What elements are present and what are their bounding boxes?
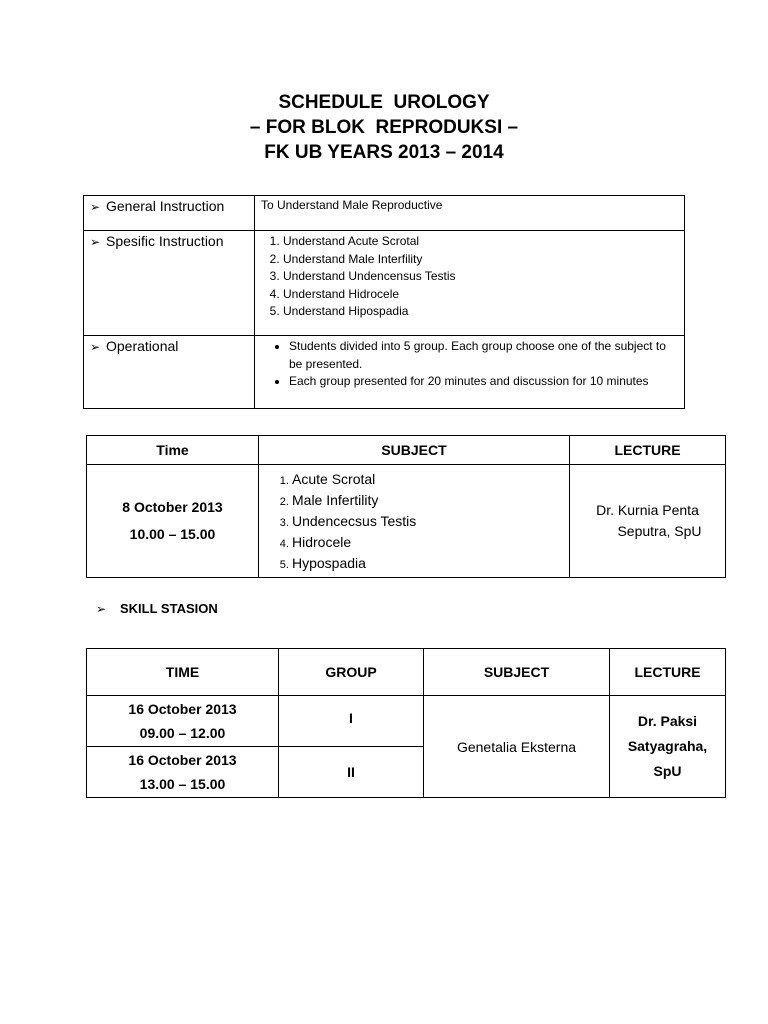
document-title (0, 90, 768, 165)
list-item: • Students divided into 5 group. Each group choose one of the subject to be presented. (289, 338, 678, 373)
list-item: 2. Male Infertility (292, 490, 568, 511)
skill-lecturer-line: SpU (653, 763, 682, 779)
table-row (87, 465, 726, 578)
skill-subject: Genetalia Eksterna (424, 696, 610, 798)
specific-instruction-label-cell (84, 231, 255, 336)
arrow-bullet-icon: ➢ (90, 340, 101, 354)
title-line-3: FK UB YEARS 2013 – 2014 (264, 142, 504, 163)
list-item: 3. Understand Undencensus Testis (283, 268, 678, 286)
header-subject: SUBJECT (424, 649, 610, 696)
header-subject: SUBJECT (259, 436, 570, 465)
specific-instruction-list (261, 233, 678, 321)
arrow-bullet-icon: ➢ (96, 602, 107, 616)
list-item: 3. Undencecsus Testis (292, 511, 568, 532)
skill-station-heading (96, 601, 218, 616)
list-item: 4. Understand Hidrocele (283, 286, 678, 304)
header-lecture: LECTURE (610, 649, 726, 696)
schedule-lecture-cell (570, 465, 726, 578)
skill-station-table (86, 648, 726, 798)
skill-lecture-cell (610, 696, 726, 798)
skill-time: 13.00 – 15.00 (139, 776, 226, 792)
skill-date: 16 October 2013 (128, 701, 237, 717)
operational-label: Operational (106, 338, 179, 354)
header-time: TIME (87, 649, 279, 696)
header-group: GROUP (279, 649, 424, 696)
schedule-date: 8 October 2013 (122, 499, 223, 515)
list-item: 5. Understand Hipospadia (283, 303, 678, 321)
operational-list (261, 338, 678, 391)
specific-instruction-row (84, 231, 685, 336)
table-row (87, 696, 726, 747)
operational-label-cell (84, 336, 255, 409)
title-line-1: SCHEDULE UROLOGY (278, 92, 490, 113)
schedule-header-row (87, 436, 726, 465)
schedule-time-cell (87, 465, 259, 578)
operational-row (84, 336, 685, 409)
skill-header-row (87, 649, 726, 696)
general-instruction-text: To Understand Male Reproductive (255, 196, 685, 231)
instruction-table (83, 195, 685, 409)
header-lecture: LECTURE (570, 436, 726, 465)
operational-list-cell (255, 336, 685, 409)
skill-lecturer-line: Dr. Paksi (637, 713, 698, 729)
general-instruction-row (84, 196, 685, 231)
lecturer-name-cont: Seputra, SpU (617, 523, 702, 539)
skill-date: 16 October 2013 (128, 752, 237, 768)
schedule-subject-cell (259, 465, 570, 578)
skill-station-label: SKILL STASION (120, 601, 218, 616)
skill-time-cell (87, 696, 279, 747)
subject-list (260, 469, 568, 574)
header-time: Time (87, 436, 259, 465)
list-item: • Each group presented for 20 minutes and discussion for 10 minutes (289, 373, 678, 391)
general-instruction-label: General Instruction (106, 198, 225, 214)
specific-instruction-label: Spesific Instruction (106, 233, 224, 249)
lecturer-name: Dr. Kurnia Penta (596, 502, 699, 518)
schedule-table (86, 435, 726, 578)
list-item: 2. Understand Male Interfility (283, 251, 678, 269)
arrow-bullet-icon: ➢ (90, 235, 101, 249)
skill-time: 09.00 – 12.00 (139, 725, 226, 741)
title-line-2: – FOR BLOK REPRODUKSI – (249, 117, 519, 138)
specific-instruction-list-cell (255, 231, 685, 336)
list-item: 1. Understand Acute Scrotal (283, 233, 678, 251)
skill-time-cell (87, 747, 279, 798)
schedule-time: 10.00 – 15.00 (129, 526, 216, 542)
skill-group: I (279, 696, 424, 747)
list-item: 1. Acute Scrotal (292, 469, 568, 490)
skill-group: II (279, 747, 424, 798)
skill-lecturer-line: Satyagraha, (627, 738, 708, 754)
list-item: 4. Hidrocele (292, 532, 568, 553)
list-item: 5. Hypospadia (292, 553, 568, 574)
general-instruction-label-cell (84, 196, 255, 231)
arrow-bullet-icon: ➢ (90, 200, 101, 214)
